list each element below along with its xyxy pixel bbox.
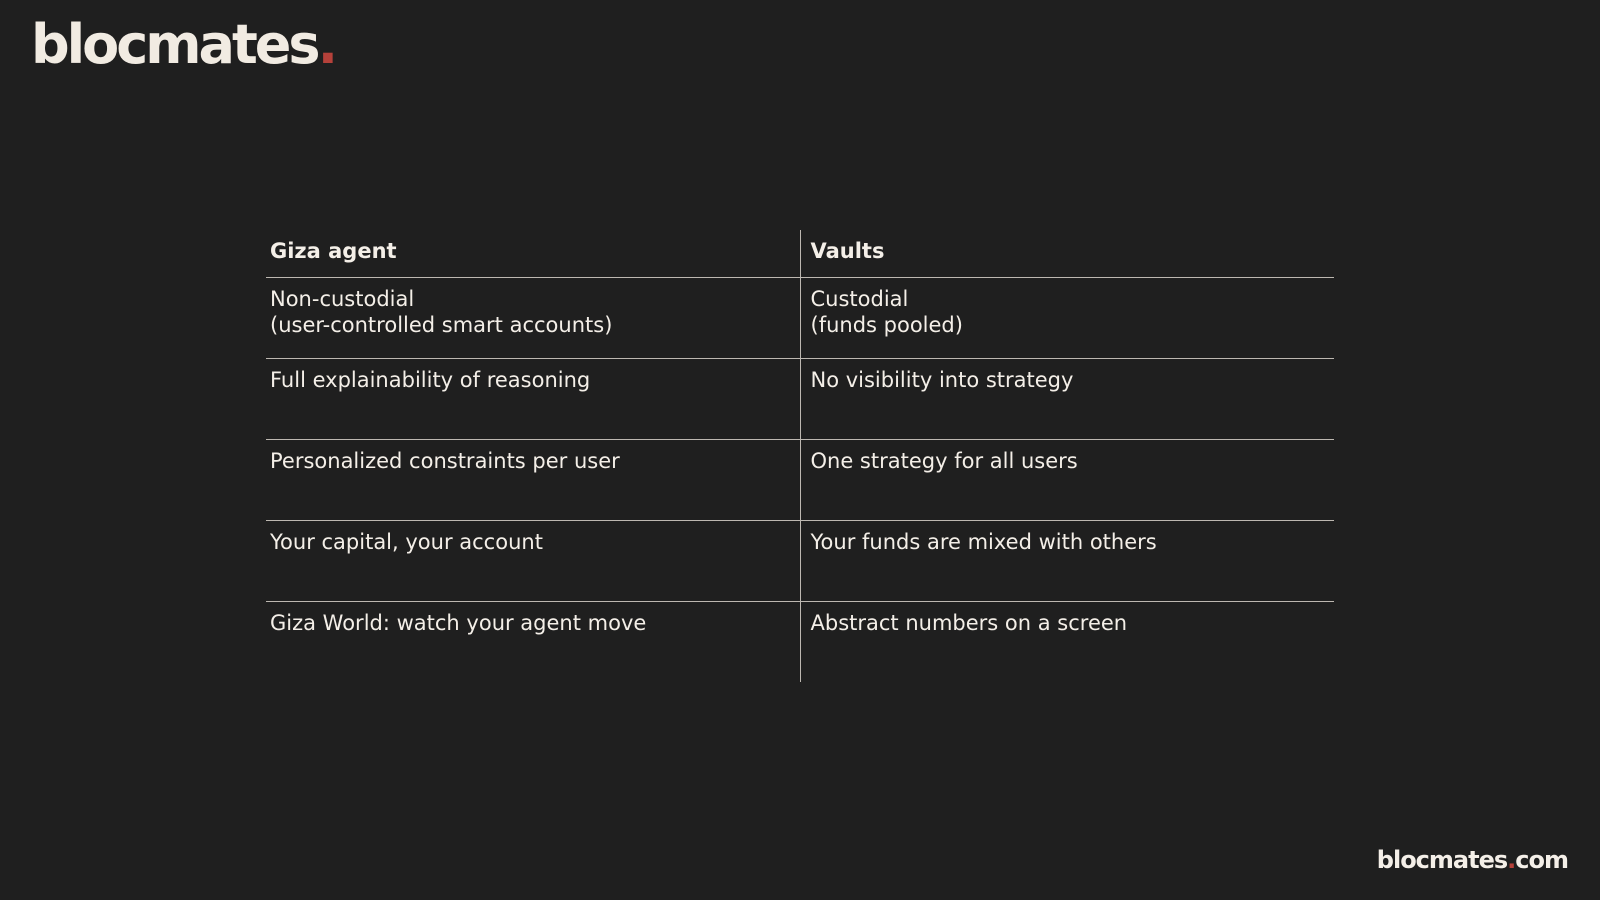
cell-text: (funds pooled)	[810, 313, 963, 337]
table-cell-vaults	[800, 278, 1334, 359]
cell-text: Non-custodial	[270, 287, 415, 311]
table-cell-vaults	[800, 359, 1334, 440]
footer-website	[1377, 848, 1568, 872]
table-cell-giza	[266, 602, 800, 683]
table-cell-giza	[266, 521, 800, 602]
cell-text: (user-controlled smart accounts)	[270, 313, 613, 337]
footer-dot: .	[1507, 846, 1516, 874]
logo-wordmark: blocmates	[31, 13, 318, 76]
table-row	[266, 440, 1334, 521]
table-cell-giza	[266, 359, 800, 440]
logo-dot: .	[317, 13, 336, 76]
cell-text: One strategy for all users	[810, 449, 1078, 473]
table-cell-vaults	[800, 440, 1334, 521]
table-row	[266, 278, 1334, 359]
cell-text: Abstract numbers on a screen	[810, 611, 1128, 635]
table-row	[266, 521, 1334, 602]
table-cell-giza	[266, 278, 800, 359]
cell-text: Personalized constraints per user	[270, 449, 620, 473]
cell-text: Custodial	[810, 287, 909, 311]
table-cell-vaults	[800, 521, 1334, 602]
blocmates-logo	[31, 13, 336, 76]
cell-text: Full explainability of reasoning	[270, 368, 591, 392]
cell-text: Your capital, your account	[270, 530, 543, 554]
table-cell-vaults	[800, 602, 1334, 683]
footer-wordmark: blocmates	[1376, 846, 1508, 874]
cell-text: Your funds are mixed with others	[810, 530, 1157, 554]
column-header-giza-agent: Giza agent	[266, 230, 800, 278]
cell-text: Giza World: watch your agent move	[270, 611, 647, 635]
table-cell-giza	[266, 440, 800, 521]
column-header-vaults: Vaults	[800, 230, 1334, 278]
table-row	[266, 602, 1334, 683]
table-header-row	[266, 230, 1334, 278]
footer-tld: com	[1515, 846, 1568, 874]
table-row	[266, 359, 1334, 440]
comparison-table	[266, 230, 1334, 682]
cell-text: No visibility into strategy	[810, 368, 1074, 392]
